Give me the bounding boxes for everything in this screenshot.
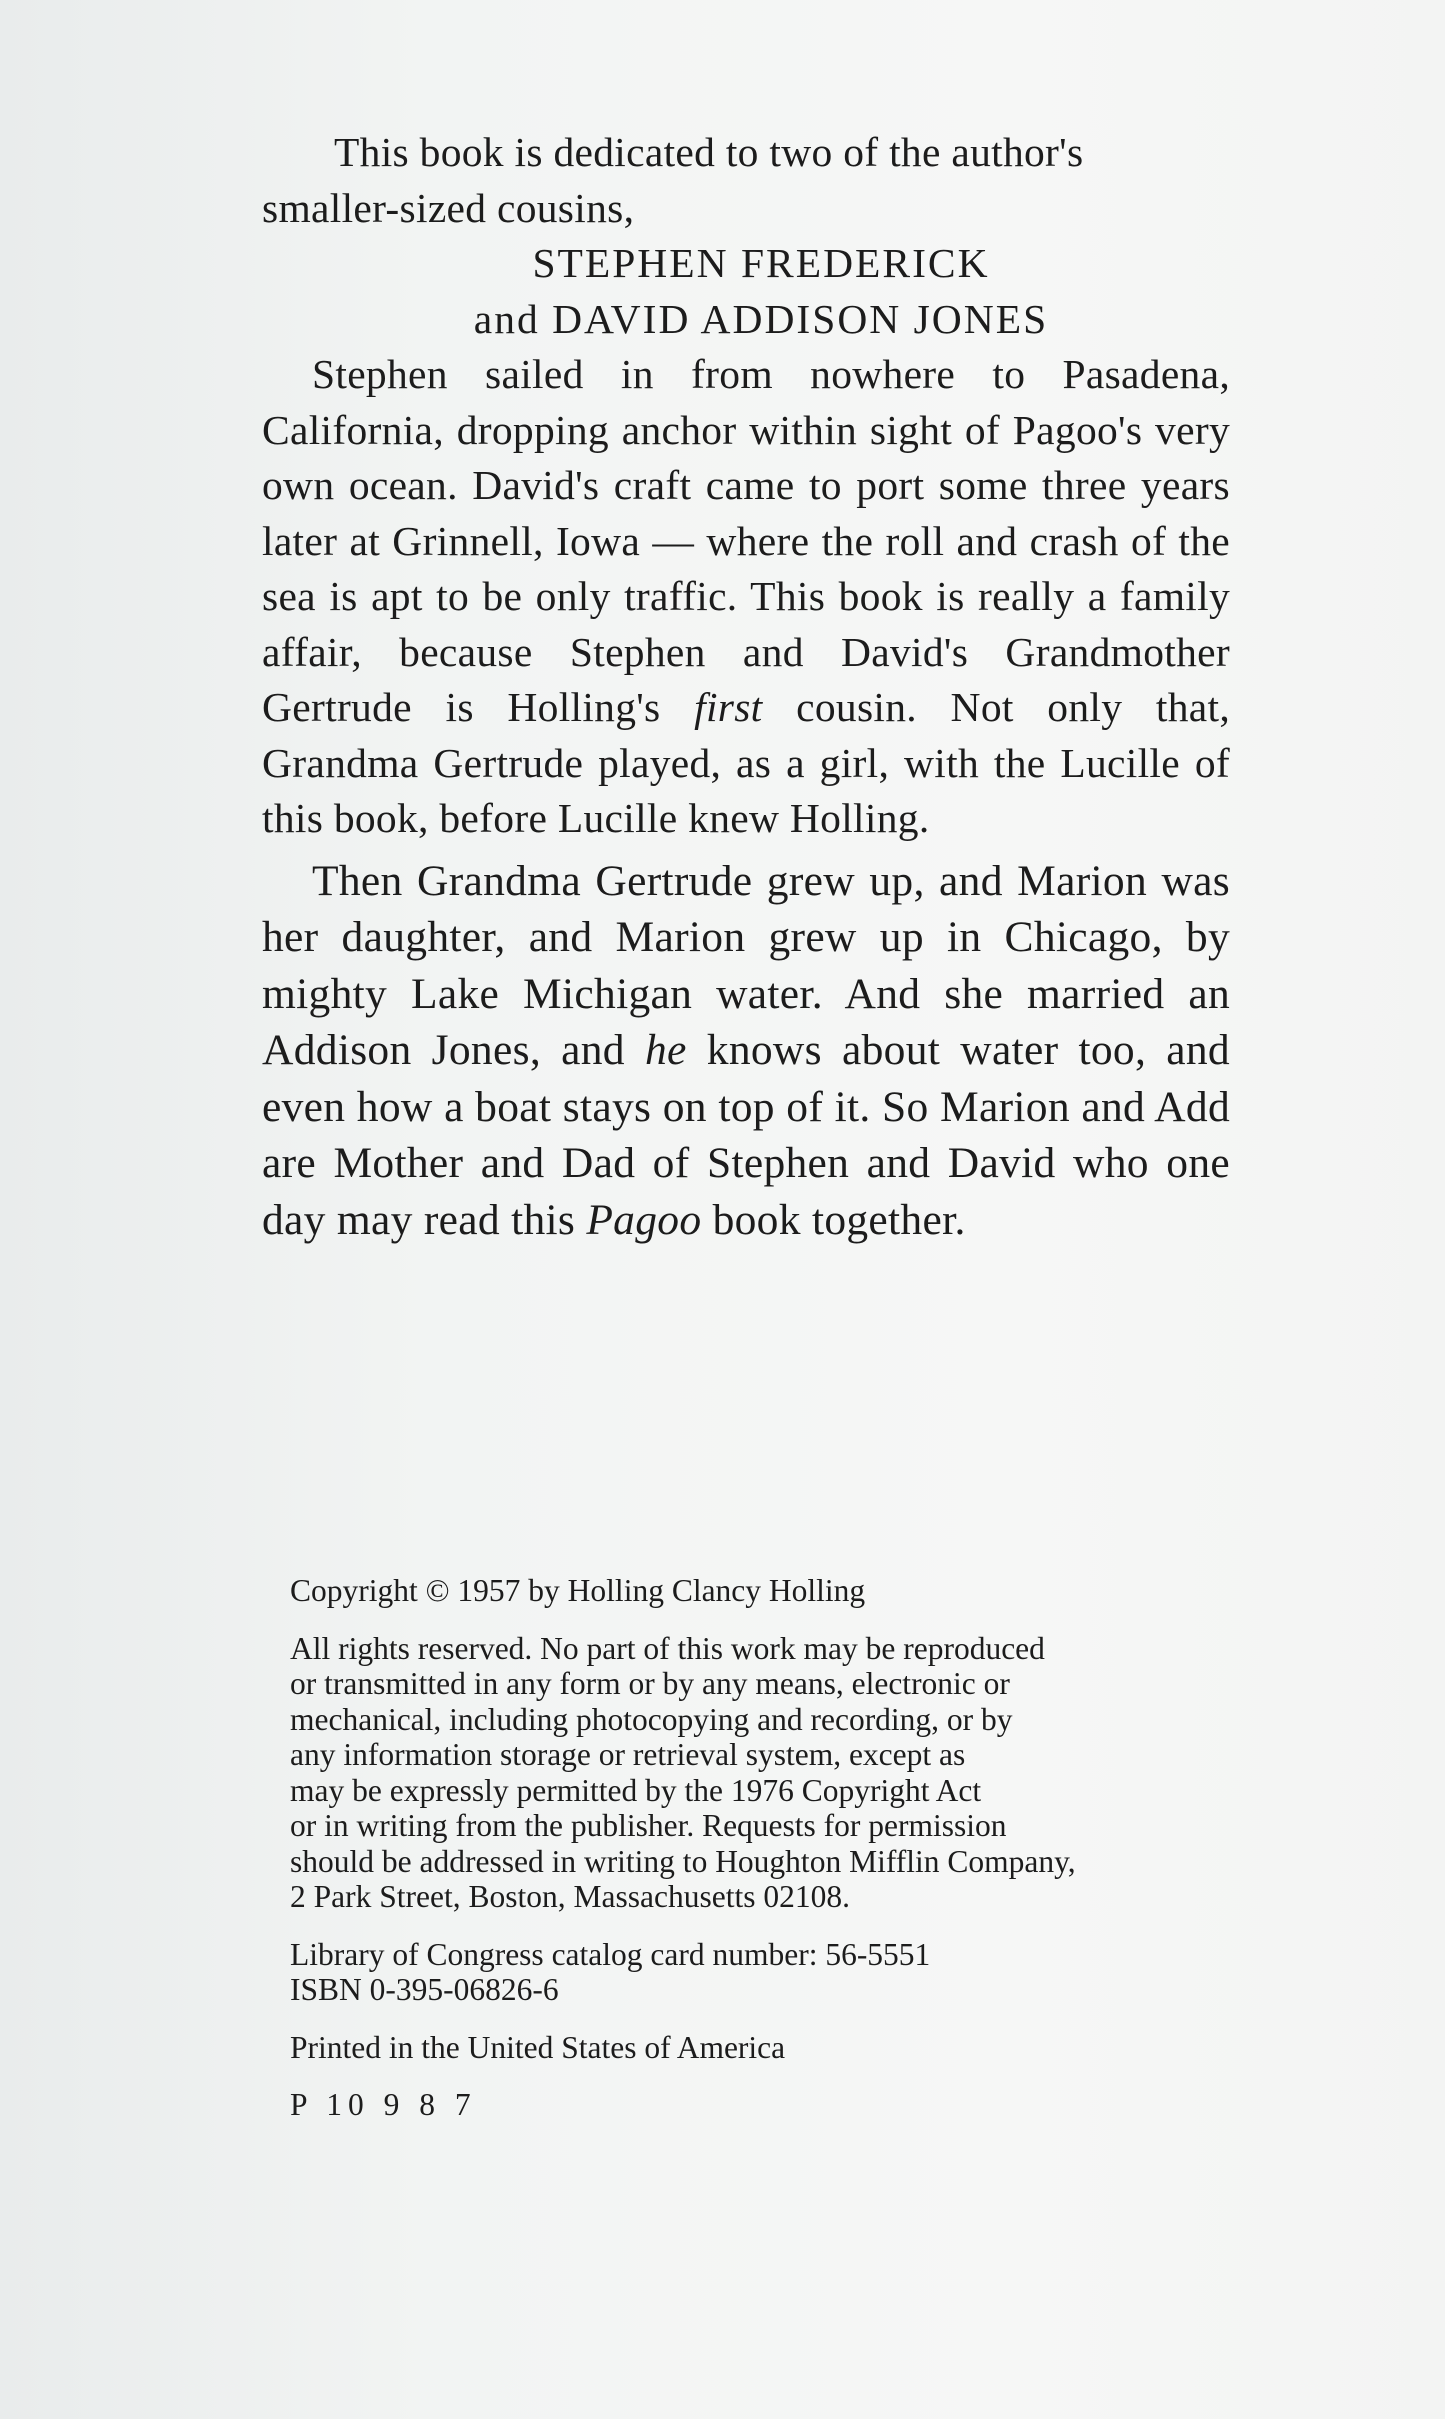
dedication-block <box>262 125 1230 1248</box>
copyright-block <box>290 1573 1230 2145</box>
paragraph-2-text-b: knows about water too, and even how a boat stays on top of it. So Marion and Add are Mother and Dad of Stephen and David who one day may read this <box>262 1026 1230 1244</box>
dedication-paragraph-2 <box>262 853 1230 1249</box>
rights-line-7: should be addressed in writing to Houghton Mifflin Company, <box>290 1843 1076 1879</box>
paragraph-1-italic: first <box>694 684 763 730</box>
dedicatee-names <box>262 236 1230 347</box>
paragraph-2-italic-title: Pagoo <box>586 1195 702 1244</box>
catalog-info <box>290 1937 1230 2008</box>
paragraph-2-italic-he: he <box>644 1026 687 1074</box>
isbn: ISBN 0-395-06826-6 <box>290 1972 559 2007</box>
paragraph-2-text-c: book together. <box>701 1195 966 1244</box>
dedication-lead-line-1: This book is dedicated to two of the author's <box>334 129 1084 175</box>
lc-card-number: Library of Congress catalog card number: 56-5551 <box>290 1936 931 1972</box>
rights-line-3: mechanical, including photocopying and recording, or by <box>290 1701 1013 1737</box>
dedication-lead-line-2: smaller-sized cousins, <box>262 184 635 231</box>
rights-line-5: may be expressly permitted by the 1976 Copyright Act <box>290 1772 982 1808</box>
rights-line-2: or transmitted in any form or by any means, electronic or <box>290 1666 1010 1701</box>
rights-line-6: or in writing from the publisher. Requests for permission <box>290 1808 1007 1843</box>
printed-in: Printed in the United States of America <box>290 2029 786 2065</box>
dedicatee-name-1: STEPHEN FREDERICK <box>532 240 990 286</box>
dedication-paragraph-1 <box>262 347 1230 847</box>
copyright-line: Copyright © 1957 by Holling Clancy Holling <box>290 1573 866 1608</box>
rights-line-4: any information storage or retrieval system, except as <box>290 1737 966 1772</box>
dedication-lead <box>262 125 1230 236</box>
paragraph-1-text-a: Stephen sailed in from nowhere to Pasadena, California, dropping anchor within sight of Pagoo's very own ocean. David's craft came to port some three years later at Grinnell, Iowa — where the roll and crash of the sea is apt to be only traffic. This book is really a family affair, because Stephen and David's Grandmother Gertrude is Holling's <box>262 351 1230 730</box>
rights-line-8: 2 Park Street, Boston, Massachusetts 02108. <box>290 1879 850 1914</box>
rights-line-1: All rights reserved. No part of this work may be reproduced <box>290 1630 1045 1666</box>
rights-notice <box>290 1631 1230 1915</box>
paragraph-2-text-a: Then Grandma Gertrude grew up, and Marion was her daughter, and Marion grew up in Chicago, by mighty Lake Michigan water. And she married an Addison Jones, and <box>262 856 1230 1074</box>
dedicatee-name-2: and DAVID ADDISON JONES <box>473 295 1049 342</box>
paragraph-1-text-b: cousin. Not only that, Grandma Gertrude played, as a girl, with the Lucille of this book, before Lucille knew Holling. <box>262 684 1230 841</box>
print-run-number: P 10 9 8 7 <box>290 2087 477 2122</box>
